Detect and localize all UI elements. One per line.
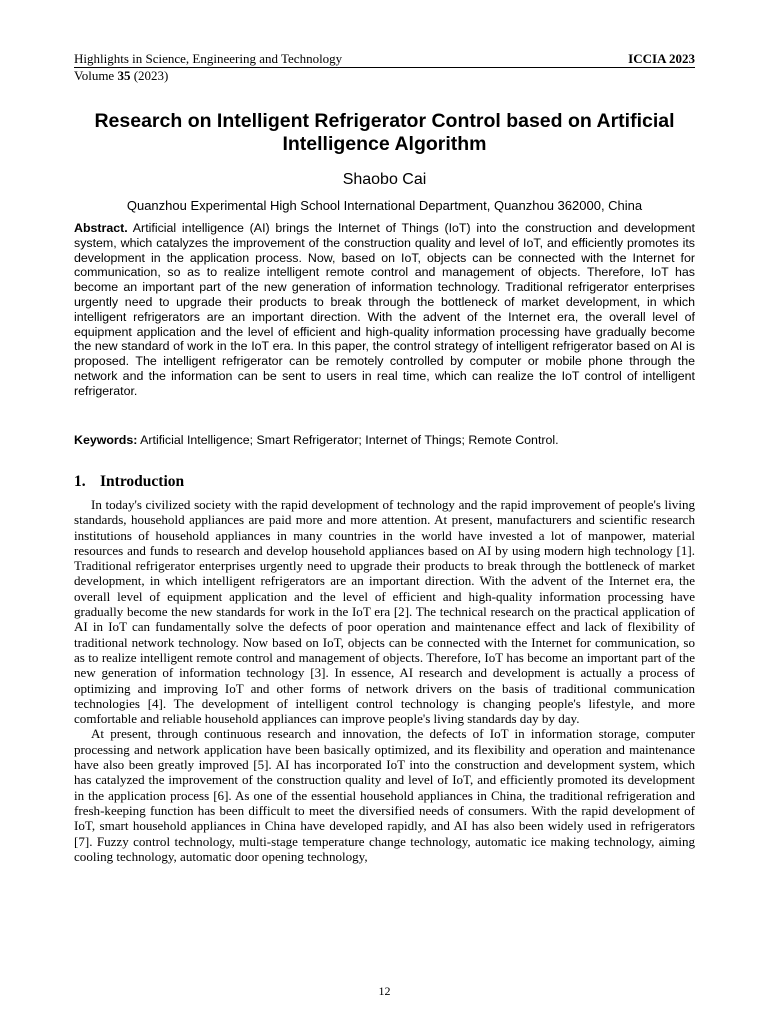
abstract-text: Artificial intelligence (AI) brings the Internet of Things (IoT) into the construction and development system, which catalyzes the improvement of the construction quality and level of IoT, and efficiently promotes its development in the application process. Now, based on IoT, objects can be connected with the Internet for communication, so as to realize intelligent remote control and management of objects. Therefore, IoT has become an important part of the new generation of information technology. Traditional refrigerator enterprises urgently need to upgrade their products to break through the bottleneck of market development, in which intelligent refrigerators are an important direction. With the advent of the Internet era, the overall level of equipment application and the level of efficient and high-quality information processing have gradually become the new standard of work in the IoT era. In this paper, the control strategy of intelligent refrigerator based on AI is proposed. The intelligent refrigerator can be remotely controlled by computer or mobile phone through the network and the information can be sent to users in real time, which can realize the IoT control of intelligent refrigerator. xyxy=(74,221,696,398)
paper-title: Research on Intelligent Refrigerator Control based on Artificial Intelligence Algorithm xyxy=(94,110,675,155)
author-affiliation: Quanzhou Experimental High School International Department, Quanzhou 362000, China xyxy=(126,198,643,213)
page-number: 12 xyxy=(378,984,391,998)
section-number: 1. xyxy=(74,473,86,490)
author-name: Shaobo Cai xyxy=(342,171,427,188)
keywords-text: Artificial Intelligence; Smart Refrigerator; Internet of Things; Remote Control. xyxy=(140,433,559,447)
journal-name: Highlights in Science, Engineering and Technology xyxy=(74,51,343,66)
body-paragraph: At present, through continuous research and innovation, the defects of IoT in information storage, computer processing and network application have been basically optimized, and its flexibility and operation and maintenance have also been greatly improved [5]. AI has incorporated IoT into the construction and development system, which has catalyzed the improvement of the construction quality and level of IoT, and efficiently promoted its development in the application process [6]. As one of the essential household appliances in China, the traditional refrigeration and fresh-keeping function has been difficult to meet the diversified needs of consumers. With the rapid development of IoT, smart household appliances in China have developed rapidly, and AI has also been widely used in refrigerators [7]. Fuzzy control technology, multi-stage temperature change technology, automatic ice making technology, aiming cooling technology, automatic door opening technology, xyxy=(74,726,695,864)
conference-name: ICCIA 2023 xyxy=(628,51,695,66)
section-heading xyxy=(74,472,184,491)
section-title: Introduction xyxy=(100,473,185,490)
abstract xyxy=(74,221,695,399)
volume-line xyxy=(74,68,168,83)
keywords-label: Keywords: xyxy=(74,433,138,447)
volume-number: 35 xyxy=(117,68,131,83)
volume-prefix: Volume xyxy=(74,68,115,83)
keywords xyxy=(74,433,695,448)
paper-page xyxy=(74,0,695,1024)
abstract-label: Abstract. xyxy=(74,221,128,235)
body-paragraph: In today's civilized society with the rapid development of technology and the rapid improvement of people's living standards, household appliances are paid more and more attention. At present, manufacturers and scientific research institutions of household appliances in many countries in the world have invested a lot of manpower, material resources and funds to research and develop household appliances based on AI by using modern high technology [1]. Traditional refrigerator enterprises urgently need to upgrade their products to break through the bottleneck of market development, in which intelligent refrigerators are an important direction. With the advent of the Internet era, the overall level of equipment application and the level of efficient and high-quality information processing have gradually become the new standards for work in the IoT era [2]. The technical research on the practical application of AI in IoT can fundamentally solve the defects of poor operation and maintenance effect and lack of flexibility of traditional network technology. Now based on IoT, objects can be connected with the Internet for communication, so as to realize intelligent remote control and management of objects. Therefore, IoT has become an important part of the new generation of information technology [3]. In essence, AI research and development is actually a process of optimizing and improving IoT and other forms of network drivers on the basis of traditional communication technologies [4]. The development of intelligent control technology is changing people's lifestyle, and more comfortable and reliable household appliances can improve people's living standards day by day. xyxy=(74,497,695,727)
running-header xyxy=(74,50,695,68)
volume-year: (2023) xyxy=(133,68,169,83)
section-body xyxy=(74,497,695,864)
